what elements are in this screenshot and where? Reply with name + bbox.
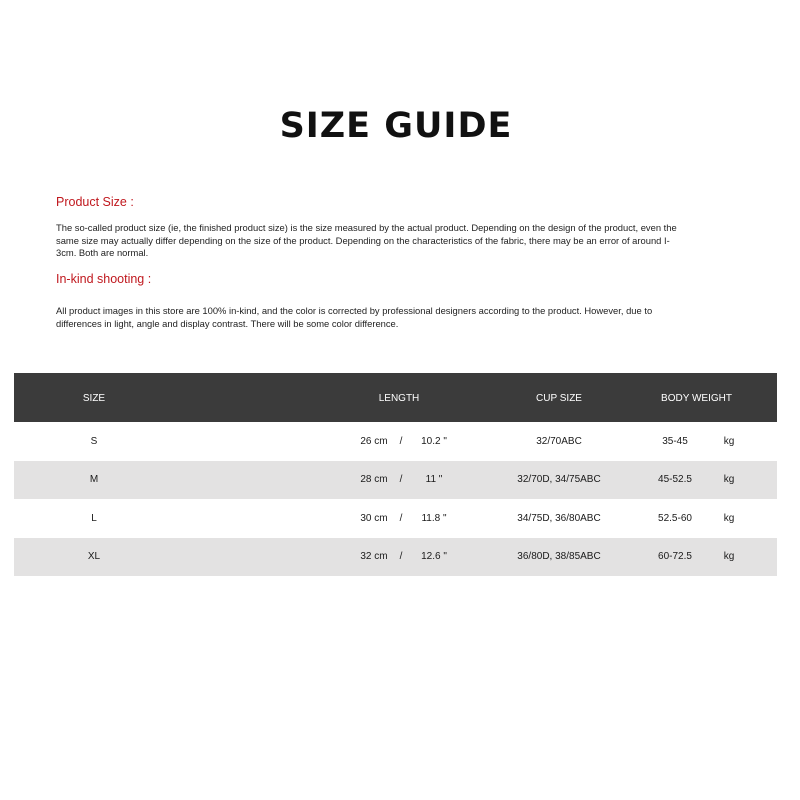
length-cm-cell: 32 cm	[360, 551, 388, 563]
header-size: SIZE	[82, 392, 106, 404]
length-inch-cell: 11 "	[425, 474, 443, 486]
length-separator: /	[399, 512, 403, 524]
body-weight-cell: 45-52.5	[658, 474, 692, 486]
in-kind-line: All product images in this store are 100% in-kind, and the color is corrected by professional designers according to the product. However, due to	[56, 305, 653, 316]
table-row	[14, 461, 777, 500]
size-cell: S	[90, 435, 98, 447]
length-cm-cell: 28 cm	[360, 474, 388, 486]
cup-size-cell: 32/70D, 34/75ABC	[517, 474, 601, 486]
product-size-line: 3cm. Both are normal.	[56, 247, 149, 258]
in-kind-text	[56, 305, 736, 330]
table-row	[14, 499, 777, 538]
length-cm-cell: 30 cm	[360, 512, 388, 524]
product-size-text	[56, 222, 736, 260]
weight-unit-cell: kg	[723, 512, 735, 524]
body-weight-cell: 35-45	[662, 435, 688, 447]
weight-unit-cell: kg	[723, 474, 735, 486]
size-cell: L	[91, 512, 97, 524]
table-row	[14, 538, 777, 577]
length-cm-cell: 26 cm	[360, 435, 388, 447]
length-separator: /	[399, 474, 403, 486]
cup-size-cell: 32/70ABC	[536, 435, 582, 447]
in-kind-heading: In-kind shooting :	[56, 272, 152, 286]
table-row	[14, 422, 777, 461]
cup-size-cell: 36/80D, 38/85ABC	[517, 551, 601, 563]
size-table	[14, 373, 777, 576]
size-cell: M	[89, 474, 99, 486]
length-inch-cell: 10.2 "	[421, 435, 447, 447]
weight-unit-cell: kg	[723, 435, 735, 447]
length-inch-cell: 12.6 "	[421, 551, 447, 563]
length-separator: /	[399, 551, 403, 563]
table-header	[14, 373, 777, 422]
product-size-heading: Product Size :	[56, 195, 134, 209]
page-title: SIZE GUIDE	[279, 106, 513, 146]
header-length: LENGTH	[378, 392, 420, 404]
cup-size-cell: 34/75D, 36/80ABC	[517, 512, 601, 524]
header-cup-size: CUP SIZE	[536, 392, 582, 404]
in-kind-line: differences in light, angle and display contrast. There will be some color difference.	[56, 317, 399, 329]
product-size-line: The so-called product size (ie, the finished product size) is the size measured by the actual product. Depending on the design of the product, even the	[56, 222, 677, 233]
length-separator: /	[399, 435, 403, 447]
size-cell: XL	[87, 551, 101, 563]
weight-unit-cell: kg	[723, 551, 735, 563]
product-size-line: same size may actually differ depending on the size of the product. Depending on the characteristics of the fabric, there may be an error of around I-	[56, 234, 670, 246]
body-weight-cell: 52.5-60	[658, 512, 692, 524]
length-inch-cell: 11.8 "	[421, 512, 447, 524]
body-weight-cell: 60-72.5	[658, 551, 692, 563]
header-body-weight: BODY WEIGHT	[661, 392, 732, 404]
